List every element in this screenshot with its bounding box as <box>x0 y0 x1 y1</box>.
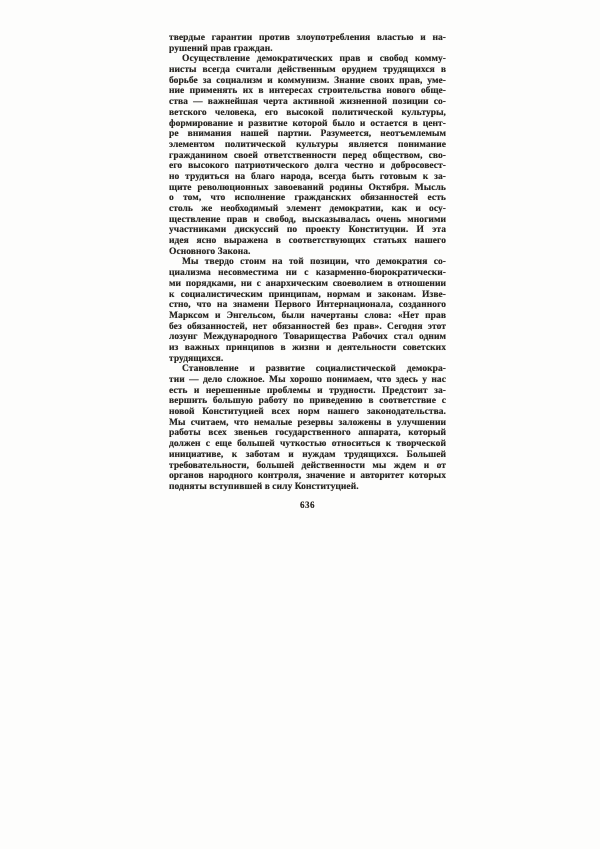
text-line: трудящихся. <box>169 353 224 364</box>
text-line: без обязанностей, нет обязанностей без прав». Сегодня этот <box>169 321 446 332</box>
text-line: рушений прав граждан. <box>169 43 273 54</box>
text-line: к социалистическим принципам, нормам и законам. Изве- <box>169 289 446 300</box>
text-line: ние применять их в интересах строительства нового обще- <box>169 86 446 97</box>
text-line: формирование и развитие которой было и остается в цент- <box>169 118 446 129</box>
text-line: Осуществление демократических прав и свобод комму- <box>182 54 446 65</box>
text-line: столь же необходимый элемент демократии, как и осу- <box>169 204 446 214</box>
text-line: Основного Закона. <box>169 246 251 257</box>
page-text-block <box>169 33 446 493</box>
text-line: есть и нерешенные проблемы и трудности. Предстоит за- <box>169 385 446 396</box>
text-line: Мы считаем, что немалые резервы заложены в улучшении <box>169 417 446 428</box>
text-line: тии — дело сложное. Мы хорошо понимаем, что здесь у нас <box>169 375 446 385</box>
page-number: 636 <box>300 500 315 510</box>
text-line: Становление и развитие социалистической демокра- <box>182 364 446 375</box>
page-footer <box>169 493 446 510</box>
text-line: циализма несовместима ни с казарменно-бюрократически- <box>169 268 446 279</box>
text-line: нисты всегда считали действенным орудием трудящихся в <box>169 65 446 76</box>
text-line: ре внимания нашей партии. Разумеется, неотъемлемым <box>169 129 446 140</box>
text-line: требовательности, большей действенности мы ждем и от <box>169 460 446 471</box>
text-line: ми порядками, ни с анархическим своеволием в отношении <box>169 278 446 289</box>
text-line: вершить большую работу по приведению в соответствие с <box>169 396 446 407</box>
text-line: твердые гарантии против злоупотребления властью и на- <box>169 33 446 43</box>
text-line: подняты вступившей в силу Конституцией. <box>169 481 359 492</box>
text-line: гражданином своей ответственности перед обществом, сво- <box>169 150 446 161</box>
text-line: о том, что исполнение гражданских обязанностей есть <box>169 193 446 204</box>
text-line: должен с еще большей чуткостью относиться к творческой <box>169 439 446 450</box>
text-line: идея ясно выражена в соответствующих статьях нашего <box>169 236 446 247</box>
text-line: щите революционных завоеваний родины Октября. Мысль <box>169 182 446 193</box>
text-line: борьбе за социализм и коммунизм. Знание своих прав, уме- <box>169 75 446 86</box>
text-line: лозунг Международного Товарищества Рабочих стал одним <box>169 332 446 343</box>
text-line: Марксом и Энгельсом, были начертаны слова: «Нет прав <box>169 310 446 321</box>
text-line: Мы твердо стоим на той позиции, что демократия со- <box>182 257 446 268</box>
text-line: его высокого патриотического долга честно и добросовест- <box>169 161 446 172</box>
text-line: ства — важнейшая черта активной жизненной позиции со- <box>169 97 446 108</box>
text-line: стно, что на знамени Первого Интернационала, созданного <box>169 300 446 311</box>
text-line: участниками дискуссий по проекту Конституции. И эта <box>169 225 446 236</box>
text-line: работы всех звеньев государственного аппарата, который <box>169 428 446 439</box>
text-line: но трудиться на благо народа, всегда быть готовым к за- <box>169 171 446 182</box>
text-line: из важных принципов в жизни и деятельности советских <box>169 342 446 353</box>
text-line: ветского человека, его высокой политической культуры, <box>169 107 446 118</box>
text-line: инициативе, к заботам и нуждам трудящихся. Большей <box>169 449 446 460</box>
text-line: элементом политической культуры является понимание <box>169 139 446 150</box>
text-line: органов народного контроля, значение и авторитет которых <box>169 471 446 482</box>
text-line: ществление прав и свобод, высказывалась очень многими <box>169 214 446 225</box>
text-line: новой Конституцией всех норм нашего законодательства. <box>169 407 446 418</box>
